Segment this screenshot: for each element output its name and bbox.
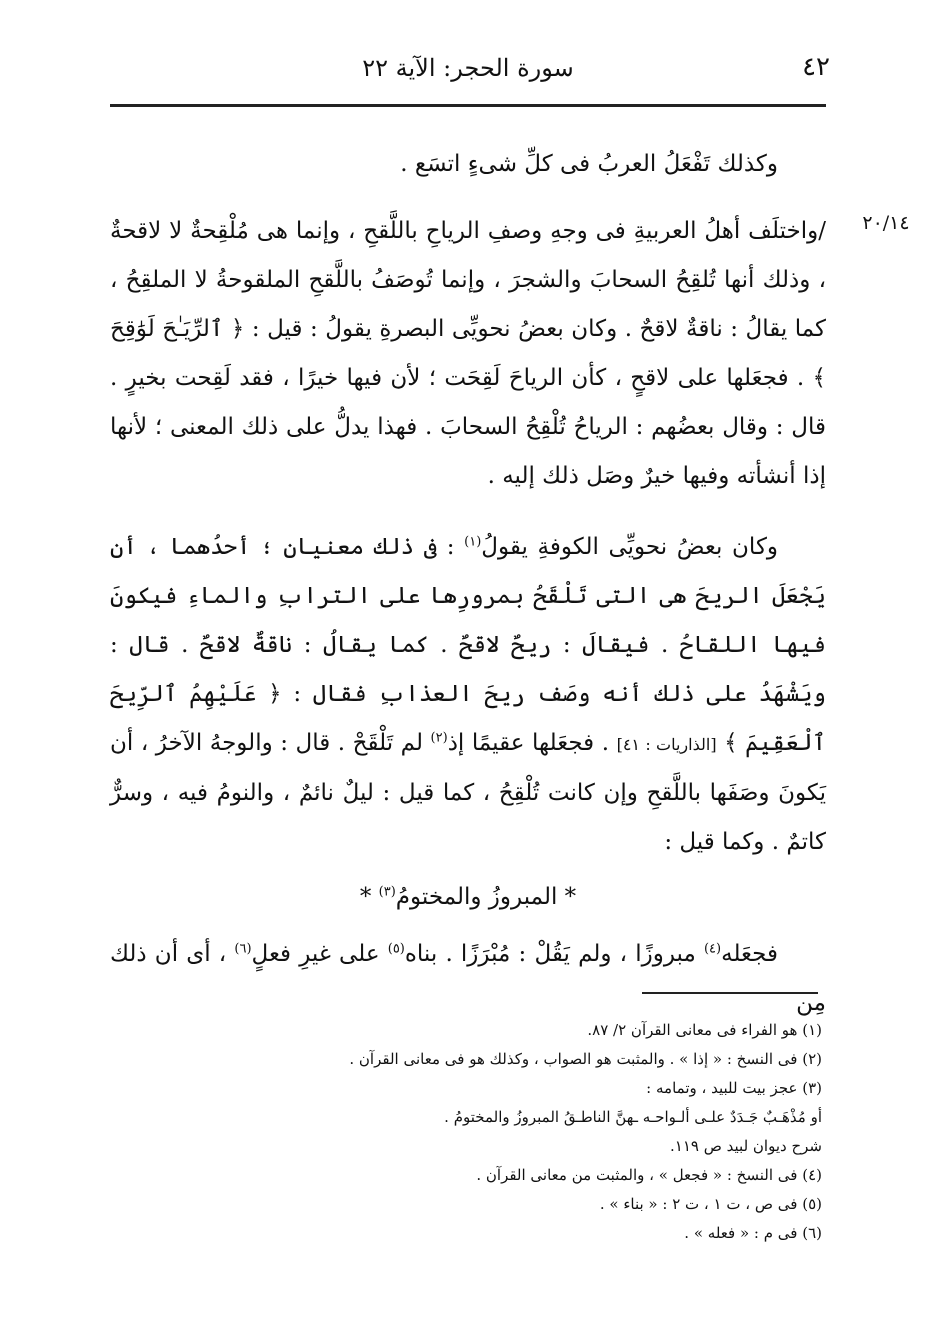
paragraph-1: وكذلك تَفْعَلُ العربُ فى كلِّ شىءٍ اتسَع .: [400, 151, 778, 177]
footnote-marker-1: (١): [464, 534, 482, 550]
footnote-marker-5: (٥): [387, 941, 405, 957]
text-run: . فجعَلها عقيمًا إذ: [447, 730, 617, 756]
paragraph-2: /واختلَف أهلُ العربيةِ فى وجهِ وصفِ الرياحِ باللَّقحِ ، وإنما هى مُلْقِحةٌ لا لاقحةٌ ، وذلك أنها تُلقِحُ السحابَ والشجرَ ، وإنما تُوصَفُ باللَّقحِ الملقوحةُ لا الملقِحُ ، كما يقالُ : ناقةٌ لاقحٌ . وكان بعضُ نحويِّى البصرةِ يقولُ : قيل : ﴿ ٱلرِّيَـٰحَ لَوَٰقِحَ ﴾ . فجعَلها على لاقحٍ ، كأن الرياحَ لَقِحَت ؛ لأن فيها خيرًا ، فقد لَقِحت بخيرٍ . قال : وقال بعضُهم : الرياحُ تُلْقِحُ السحابَ . فهذا يدلُّ على ذلك المعنى ؛ لأنها إذا أنشأته وفيها خيرٌ وصَل ذلك إليه .: [110, 218, 826, 489]
footnote-4: (٤) فى النسخ : « فجعل » ، والمثبت من معانى القرآن .: [476, 1166, 822, 1184]
text-run: لم تَلْقَحْ . قال : والوجهُ الآخرُ ، أن يَكونَ وصَفَها باللَّقحِ وإن كانت تُلْقِحُ ، كما قيل : ليلٌ نائمٌ ، والنومُ فيه ، وسرٌّ كاتمٌ . وكما قيل :: [110, 730, 826, 855]
page-header: [110, 52, 830, 92]
margin-reference: ٢٠/١٤: [862, 212, 910, 234]
footnote-rule: [642, 992, 818, 994]
footnote-marker-6: (٦): [234, 941, 252, 957]
footnote-3-verse: أو مُذْهَـبٌ جَـدَدٌ علـى ألـواحـه ـهنَّ الناطـقُ المبروزُ والمختومُ .: [444, 1108, 822, 1126]
text-run: : فى ذلك معنيان ؛ أحدُهما ، أن يَجْعَلَ الريحَ هى التى تَلْقَحُ بمرورِها على الترابِ والماءِ فيكونَ فيها اللقاحُ . فيقالَ : ريحٌ لاقحٌ . كما يقالُ : ناقةٌ لاقحٌ . قال : ويَشْهَدُ على ذلك أنه وصَف ريحَ العذابِ فقال : ﴿ عَلَيْهِمُ ٱلرِّيحَ ٱلْعَقِيمَ ﴾: [110, 534, 827, 756]
verse-end: *: [359, 884, 379, 910]
footnote-marker-3: (٣): [378, 884, 396, 900]
footnote-5: (٥) فى ص ، ت ١ ، ت ٢ : « بناء » .: [599, 1195, 822, 1213]
verse-line: [110, 873, 826, 922]
paragraph-3: [110, 523, 826, 867]
header-rule: [110, 104, 826, 107]
footnote-marker-2: (٢): [430, 730, 448, 746]
footnote-1: (١) هو الفراء فى معانى القرآن ٢/ ٨٧.: [587, 1021, 822, 1039]
footnote-marker-4: (٤): [703, 941, 722, 957]
running-title: سورة الحجر: الآية ٢٢: [362, 54, 574, 82]
quran-reference: [الذاريات : ٤١]: [616, 735, 717, 754]
text-run: مبروزًا ، ولم يَقُلْ : مُبْرَزًا . بناه: [404, 941, 704, 967]
footnote-3: (٣) عجز بيت للبيد ، وتمامه :: [646, 1079, 822, 1097]
footnote-3-source: شرح ديوان لبيد ص ١١٩.: [670, 1137, 822, 1155]
text-run: وكان بعضُ نحويِّى الكوفةِ يقولُ: [481, 534, 778, 560]
text-run: على غيرِ فعلٍ: [251, 941, 388, 967]
page-number: ٤٢: [802, 52, 830, 82]
footnote-6: (٦) فى م : « فعله » .: [684, 1224, 822, 1242]
verse-text: * المبروزُ والمختومُ: [395, 884, 577, 910]
paragraph-4: [110, 930, 826, 1028]
main-text: [110, 140, 826, 1028]
footnotes: [150, 1016, 822, 1248]
text-run: فجعَله: [721, 941, 778, 967]
text-run: ، أى أن ذلك مِن: [110, 941, 826, 1016]
footnote-2: (٢) فى النسخ : « إذا » . والمثبت هو الصواب ، وكذلك هو فى معانى القرآن .: [349, 1050, 822, 1068]
